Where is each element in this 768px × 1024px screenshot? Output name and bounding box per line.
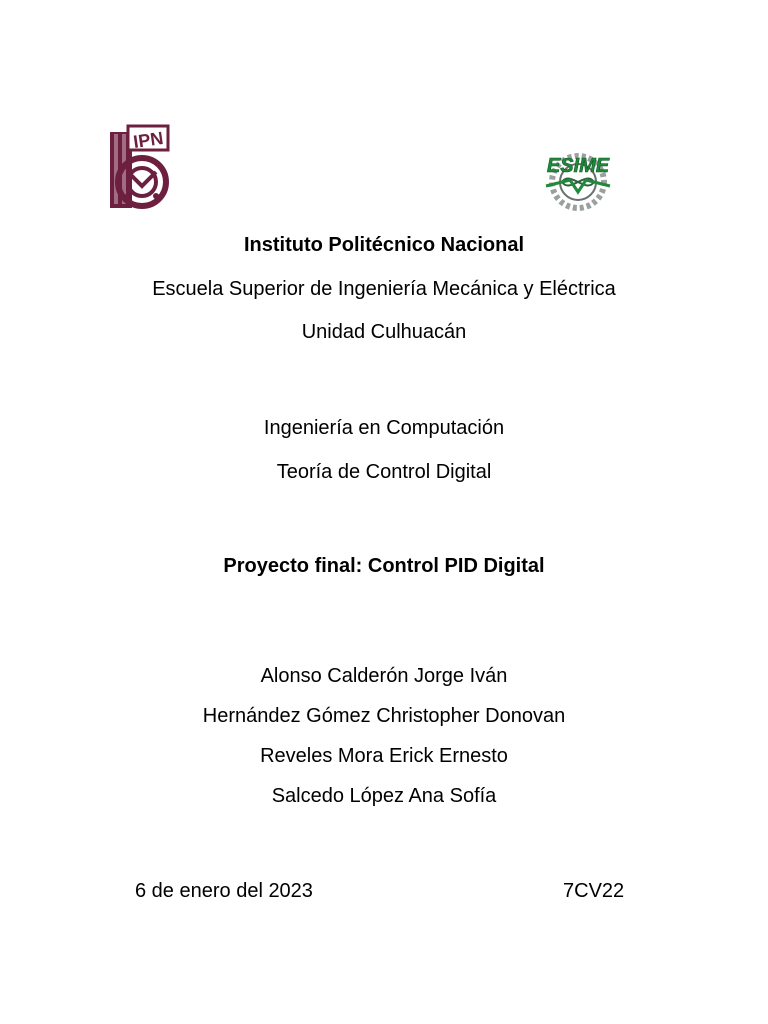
project-title: Proyecto final: Control PID Digital [223, 555, 545, 577]
subject-name: Teoría de Control Digital [276, 461, 492, 483]
school-name: Escuela Superior de Ingeniería Mecánica y Eléctrica [152, 278, 616, 300]
esime-logo [536, 146, 620, 212]
group-code: 7CV22 [563, 880, 625, 902]
institution-name: Instituto Politécnico Nacional [243, 234, 525, 256]
program-name: Ingeniería en Computación [263, 417, 505, 439]
ipn-logo [106, 124, 170, 212]
unit-name: Unidad Culhuacán [301, 321, 467, 343]
author-name: Hernández Gómez Christopher Donovan [202, 705, 566, 727]
author-name: Alonso Calderón Jorge Iván [260, 665, 508, 687]
document-date: 6 de enero del 2023 [135, 880, 313, 902]
author-name: Reveles Mora Erick Ernesto [260, 745, 508, 767]
author-name: Salcedo López Ana Sofía [271, 785, 497, 807]
svg-text:IPN: IPN [132, 127, 165, 152]
svg-text:ESIME: ESIME [546, 155, 610, 177]
